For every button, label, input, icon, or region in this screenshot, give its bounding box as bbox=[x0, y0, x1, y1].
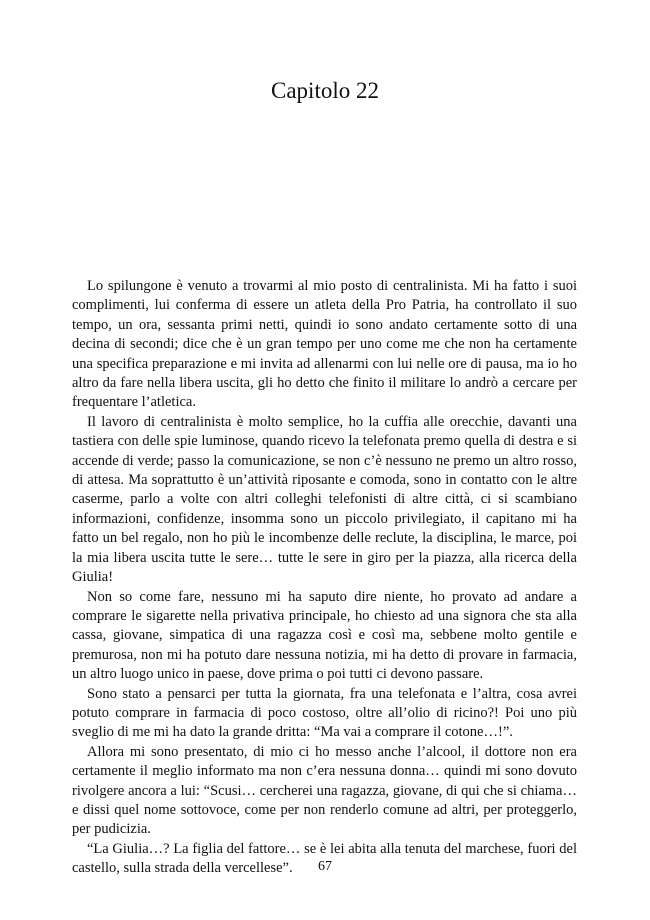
paragraph: Non so come fare, nessuno mi ha saputo dire niente, ho provato ad andare a comprare le sigarette nella privativa principale, ho chiesto ad una signora che sta alla cassa, giovane, simpatica di una ragazza così e così ma, sebbene molto gentile e premurosa, non mi ha potuto dare nessuna notizia, mi ha detto di provare in farmacia, un altro luogo unico in paese, dove prima o poi tutti ci devono passare. bbox=[72, 588, 577, 683]
body-text bbox=[72, 277, 577, 879]
paragraph: Il lavoro di centralinista è molto semplice, ho la cuffia alle orecchie, davanti una tastiera con delle spie luminose, quando ricevo la telefonata premo quella di destra e si accende di verde; passo la comunicazione, se non c’è nessuno ne premo un altro rosso, di attesa. Ma soprattutto è un’attività riposante e comoda, sono in contatto con le altre caserme, parlo a volte con altri colleghi telefonisti di altre città, ci si scambiano informazioni, confidenze, insomma sono un piccolo privilegiato, il capitano mi ha fatto un bel regalo, non ho più le incombenze delle reclute, la disciplina, le marce, poi la mia libera uscita tutte le sere… tutte le sere in giro per la piazza, alla ricerca della Giulia! bbox=[72, 413, 577, 586]
chapter-title: Capitolo 22 bbox=[271, 78, 379, 103]
page-number: 67 bbox=[318, 859, 332, 874]
paragraph: Lo spilungone è venuto a trovarmi al mio posto di centralinista. Mi ha fatto i suoi complimenti, lui conferma di essere un atleta della Pro Patria, ha controllato il suo tempo, un ora, sessanta primi netti, quindi io sono andato certamente sotto di una decina di secondi; dice che è un gran tempo per uno come me che non ha certamente una specifica preparazione e mi invita ad allenarmi con lui nelle ore di pausa, ma io ho altro da fare nella libera uscita, gli ho detto che finito il militare lo andrò a cercare per frequentare l’atletica. bbox=[72, 278, 577, 411]
paragraph: “La Giulia…? La figlia del fattore… se è lei abita alla tenuta del marchese, fuori del castello, sulla strada della vercellese”. bbox=[72, 840, 577, 877]
paragraph: Allora mi sono presentato, di mio ci ho messo anche l’alcool, il dottore non era certamente il meglio informato ma non c’era nessuna donna… quindi mi sono dovuto rivolgere ancora a lui: “Scusi… cercherei una ragazza, giovane, di qui che si chiama… e dissi quel nome sottovoce, come per non renderlo comune ad altri, per proteggerlo, per pudicizia. bbox=[72, 743, 577, 838]
paragraph: Sono stato a pensarci per tutta la giornata, fra una telefonata e l’altra, cosa avrei potuto comprare in farmacia di poco costoso, oltre all’olio di ricino?! Poi uno più sveglio di me mi ha dato la grande dritta: “Ma vai a comprare il cotone…!”. bbox=[72, 685, 577, 741]
